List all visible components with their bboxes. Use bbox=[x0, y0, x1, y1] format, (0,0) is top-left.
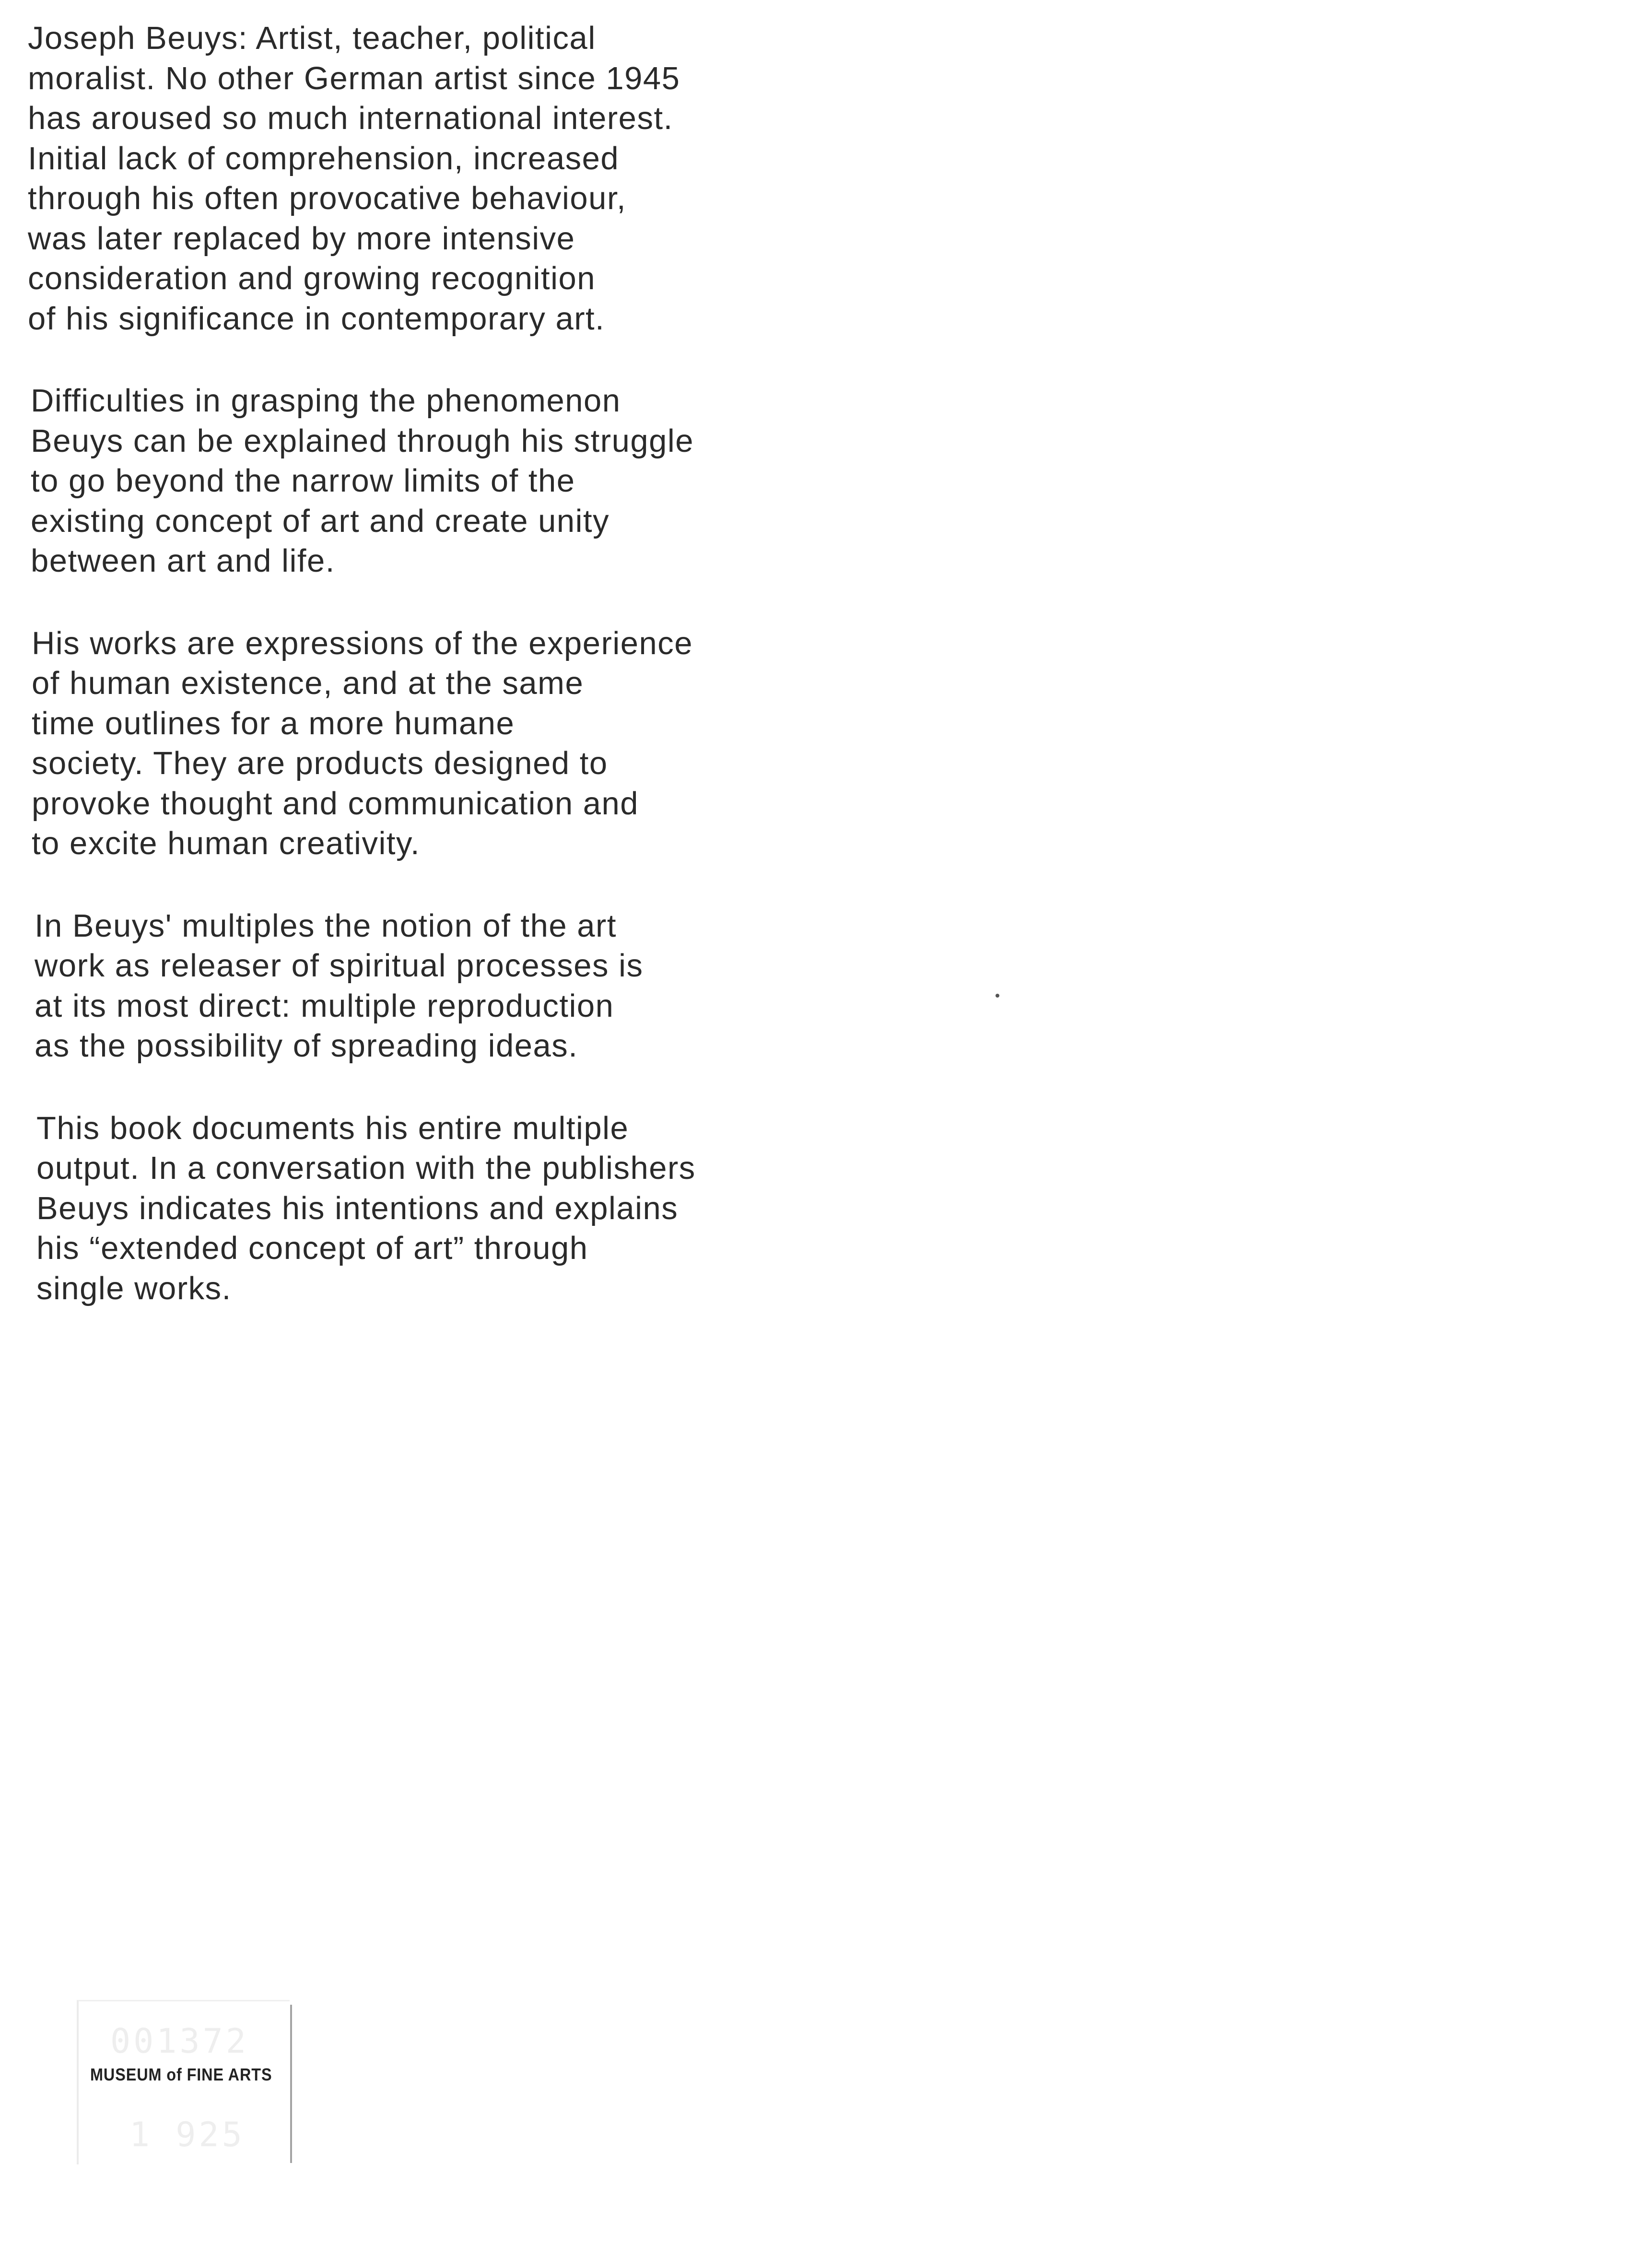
text-line: Beuys indicates his intentions and explains bbox=[36, 1190, 679, 1226]
text-line: work as releaser of spiritual processes is bbox=[35, 948, 644, 984]
scan-speck bbox=[996, 994, 999, 998]
museum-stamp bbox=[77, 2000, 297, 2168]
stamp-faded-number: 001372 bbox=[110, 2022, 249, 2061]
blurb-text bbox=[28, 18, 805, 1351]
text-line: between art and life. bbox=[31, 543, 335, 579]
text-line: provoke thought and communication and bbox=[32, 785, 639, 822]
text-line: was later replaced by more intensive bbox=[28, 220, 575, 257]
text-line: as the possibility of spreading ideas. bbox=[35, 1028, 578, 1064]
text-line: through his often provocative behaviour, bbox=[28, 180, 627, 216]
stamp-faded-number: 1 925 bbox=[129, 2115, 245, 2154]
text-line: society. They are products designed to bbox=[32, 745, 608, 781]
text-line: This book documents his entire multiple bbox=[36, 1110, 629, 1146]
text-line: His works are expressions of the experience bbox=[32, 625, 693, 661]
paragraph-multiples bbox=[35, 906, 805, 1066]
stamp-label: MUSEUM of FINE ARTS bbox=[90, 2065, 272, 2084]
paragraph-works bbox=[32, 623, 805, 864]
text-line: Initial lack of comprehension, increased bbox=[28, 140, 620, 176]
paragraph-intro bbox=[28, 18, 805, 339]
text-line: Joseph Beuys: Artist, teacher, political bbox=[28, 20, 596, 56]
paragraph-book bbox=[36, 1108, 805, 1309]
text-line: has aroused so much international interest. bbox=[28, 100, 673, 136]
text-line: of human existence, and at the same bbox=[32, 665, 584, 701]
text-line: to excite human creativity. bbox=[32, 825, 421, 861]
text-line: single works. bbox=[36, 1270, 232, 1306]
text-line: time outlines for a more humane bbox=[32, 705, 515, 741]
text-line: to go beyond the narrow limits of the bbox=[31, 463, 575, 499]
text-line: Beuys can be explained through his struggle bbox=[31, 423, 694, 459]
stamp-edge-line bbox=[290, 2005, 292, 2163]
text-line: his “extended concept of art” through bbox=[36, 1230, 588, 1266]
text-line: Difficulties in grasping the phenomenon bbox=[31, 383, 621, 419]
text-line: of his significance in contemporary art. bbox=[28, 300, 605, 337]
text-line: moralist. No other German artist since 1945 bbox=[28, 60, 680, 96]
paragraph-difficulties bbox=[31, 381, 805, 581]
text-line: In Beuys' multiples the notion of the art bbox=[35, 907, 617, 944]
text-line: existing concept of art and create unity bbox=[31, 503, 610, 539]
text-line: at its most direct: multiple reproduction bbox=[35, 987, 614, 1024]
text-line: consideration and growing recognition bbox=[28, 260, 596, 296]
text-line: output. In a conversation with the publishers bbox=[36, 1150, 696, 1186]
